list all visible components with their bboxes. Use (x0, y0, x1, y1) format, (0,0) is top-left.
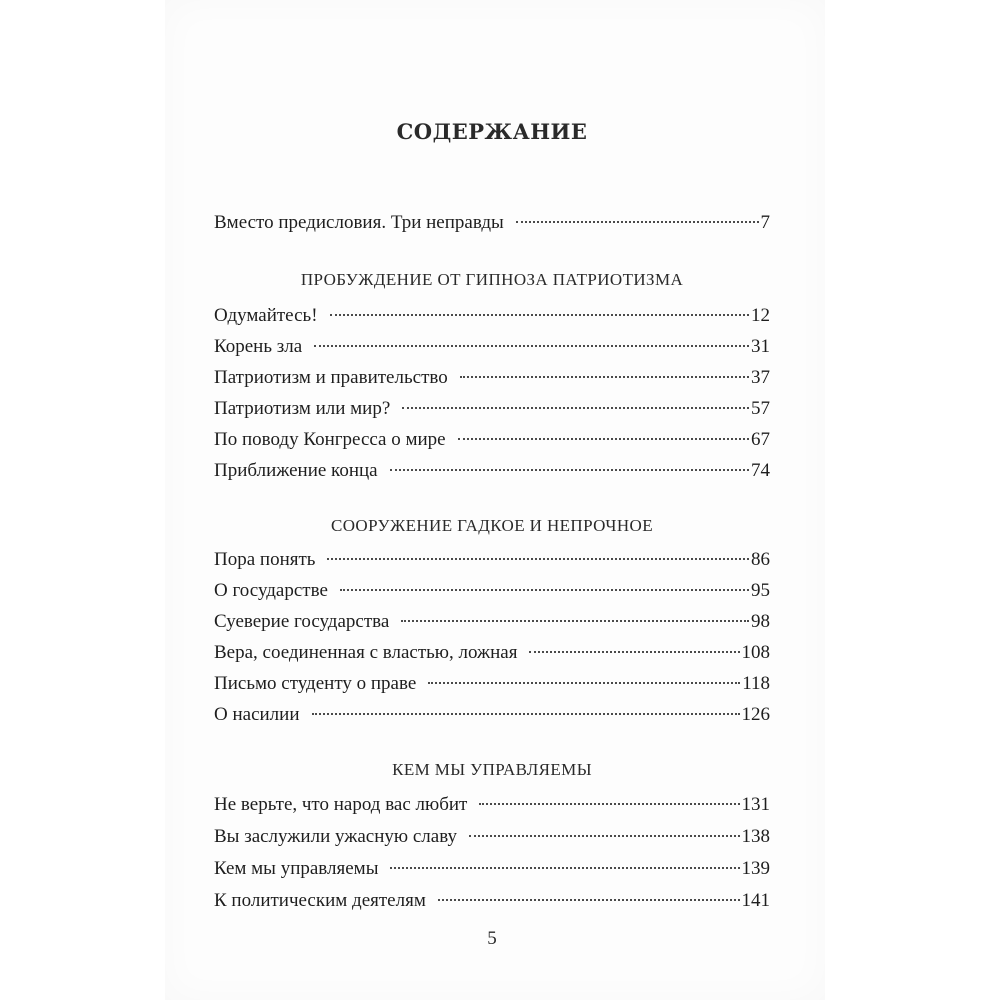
toc-entry-page: 126 (741, 704, 770, 725)
toc-entry-title: Патриотизм и правительство (214, 367, 448, 388)
toc-entry (214, 826, 770, 852)
toc-entry (214, 549, 770, 575)
dot-leader (390, 867, 739, 869)
toc-entry-title: О государстве (214, 580, 328, 601)
toc-entry-title: Письмо студенту о праве (214, 673, 417, 694)
toc-entry-page: 139 (741, 858, 770, 879)
dot-leader (460, 376, 749, 378)
dot-leader (428, 682, 740, 684)
toc-entry-page: 74 (751, 460, 770, 481)
toc-entry-page: 57 (751, 398, 770, 419)
dot-leader (458, 438, 749, 440)
toc-entry-title: Патриотизм или мир? (214, 398, 391, 419)
toc-entry-title: О насилии (214, 704, 300, 725)
dot-leader (529, 651, 739, 653)
section-title: КЕМ МЫ УПРАВЛЯЕМЫ (392, 760, 592, 779)
toc-entry-page: 108 (741, 642, 770, 663)
toc-entry (214, 704, 770, 730)
dot-leader (479, 803, 739, 805)
dot-leader (516, 221, 759, 223)
toc-entry-page: 118 (742, 673, 770, 694)
toc-entry-page: 98 (751, 611, 770, 632)
toc-entry-title: Пора понять (214, 549, 316, 570)
toc-entry-title: Вы заслужили ужасную славу (214, 826, 458, 847)
toc-entry (214, 336, 770, 362)
toc-heading: СОДЕРЖАНИЕ (396, 119, 588, 144)
toc-entry (214, 367, 770, 393)
toc-entry-page: 37 (751, 367, 770, 388)
toc-entry-page: 67 (751, 429, 770, 450)
toc-entry (214, 858, 770, 884)
section-title: ПРОБУЖДЕНИЕ ОТ ГИПНОЗА ПАТРИОТИЗМА (300, 270, 684, 289)
toc-entry (214, 429, 770, 455)
toc-entry-title: Приближение конца (214, 460, 378, 481)
dot-leader (312, 713, 740, 715)
toc-entry-title: Корень зла (214, 336, 303, 357)
toc-entry-page: 95 (751, 580, 770, 601)
dot-leader (469, 835, 739, 837)
dot-leader (390, 469, 749, 471)
dot-leader (314, 345, 749, 347)
toc-entry-title: Суеверие государства (214, 611, 390, 632)
toc-entry (214, 305, 770, 331)
toc-entry (214, 673, 770, 699)
toc-entry-title: Вместо предисловия. Три неправды (214, 212, 504, 233)
toc-entry-title: Вера, соединенная с властью, ложная (214, 642, 518, 663)
toc-entry (214, 460, 770, 486)
toc-entry-title: К политическим деятелям (214, 890, 426, 911)
toc-entry-title: Кем мы управляемы (214, 858, 379, 879)
dot-leader (340, 589, 749, 591)
toc-entry-page: 31 (751, 336, 770, 357)
page-number: 5 (487, 928, 497, 949)
toc-entry-title: Не верьте, что народ вас любит (214, 794, 468, 815)
toc-entry-intro (214, 212, 770, 238)
dot-leader (401, 620, 749, 622)
section-title: СООРУЖЕНИЕ ГАДКОЕ И НЕПРОЧНОЕ (330, 516, 653, 535)
dot-leader (327, 558, 749, 560)
toc-entry (214, 890, 770, 916)
toc-entry-page: 131 (741, 794, 770, 815)
dot-leader (330, 314, 749, 316)
dot-leader (402, 407, 749, 409)
toc-entry (214, 580, 770, 606)
toc-entry-page: 141 (741, 890, 770, 911)
toc-entry-page: 7 (760, 212, 770, 233)
toc-entry (214, 794, 770, 820)
toc-entry-title: Одумайтесь! (214, 305, 318, 326)
toc-entry-page: 86 (751, 549, 770, 570)
dot-leader (438, 899, 740, 901)
toc-entry-title: По поводу Конгресса о мире (214, 429, 446, 450)
toc-entry (214, 398, 770, 424)
toc-entry (214, 642, 770, 668)
toc-entry-page: 12 (751, 305, 770, 326)
toc-entry-page: 138 (741, 826, 770, 847)
toc-entry (214, 611, 770, 637)
